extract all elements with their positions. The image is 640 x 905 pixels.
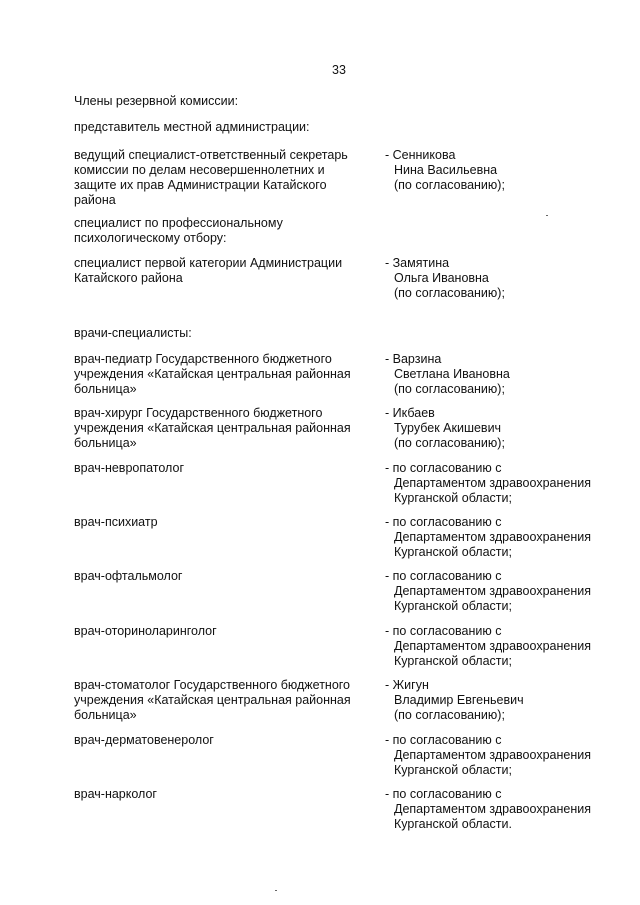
member-role: врач-дерматовенеролог xyxy=(74,733,214,747)
member-department-line: Департаментом здравоохранения xyxy=(394,530,591,544)
member-person xyxy=(385,461,615,506)
member-person xyxy=(385,352,615,397)
member-name-line: Светлана Ивановна xyxy=(394,367,510,381)
member-region-line: Курганской области; xyxy=(394,491,512,505)
heading-psych-selection: специалист по профессиональному психологическому отбору: xyxy=(74,216,283,245)
member-region-line: Курганской области; xyxy=(394,545,512,559)
member-department-line: Департаментом здравоохранения xyxy=(394,639,591,653)
member-role: врач-стоматолог Государственного бюджетного учреждения «Катайская центральная районная больница» xyxy=(74,678,351,722)
member-name-line: Нина Васильевна xyxy=(394,163,498,177)
member-agreement-line: - по согласованию с xyxy=(385,461,502,475)
member-person xyxy=(385,569,615,614)
member-name-line: Ольга Ивановна xyxy=(394,271,489,285)
scan-speck xyxy=(546,215,548,216)
member-agreement-line: (по согласованию); xyxy=(394,286,505,300)
heading-doctors: врачи-специалисты: xyxy=(74,326,192,340)
member-person xyxy=(385,406,615,451)
member-agreement-line: - по согласованию с xyxy=(385,787,502,801)
member-department-line: Департаментом здравоохранения xyxy=(394,476,591,490)
member-agreement-line: - по согласованию с xyxy=(385,515,502,529)
member-agreement-line: - по согласованию с xyxy=(385,624,502,638)
member-person xyxy=(385,624,615,669)
member-department-line: Департаментом здравоохранения xyxy=(394,748,591,762)
page-number: 33 xyxy=(332,63,346,77)
member-role: врач-оториноларинголог xyxy=(74,624,217,638)
member-department-line: Департаментом здравоохранения xyxy=(394,584,591,598)
member-name-line: - Икбаев xyxy=(385,406,435,420)
member-region-line: Курганской области. xyxy=(394,817,512,831)
member-person xyxy=(385,733,615,778)
member-role: ведущий специалист-ответственный секретарь комиссии по делам несовершеннолетних и защите их прав Администрации Катайского района xyxy=(74,148,348,207)
member-name-line: - Жигун xyxy=(385,678,429,692)
member-agreement-line: (по согласованию); xyxy=(394,382,505,396)
member-person xyxy=(385,787,615,832)
member-person xyxy=(385,148,615,193)
scan-speck xyxy=(275,890,277,891)
member-agreement-line: - по согласованию с xyxy=(385,733,502,747)
member-role: врач-психиатр xyxy=(74,515,158,529)
member-name-line: - Замятина xyxy=(385,256,450,270)
heading-local-administration: представитель местной администрации: xyxy=(74,120,310,134)
member-person xyxy=(385,256,615,301)
member-name-line: Владимир Евгеньевич xyxy=(394,693,524,707)
member-name-line: - Варзина xyxy=(385,352,442,366)
member-role: врач-нарколог xyxy=(74,787,157,801)
member-name-line: - Сенникова xyxy=(385,148,456,162)
member-region-line: Курганской области; xyxy=(394,599,512,613)
member-role: специалист первой категории Администрации Катайского района xyxy=(74,256,343,285)
member-agreement-line: - по согласованию с xyxy=(385,569,502,583)
member-name-line: Турубек Акишевич xyxy=(394,421,502,435)
member-person xyxy=(385,678,615,723)
heading-reserve-commission: Члены резервной комиссии: xyxy=(74,94,239,108)
member-role: врач-офтальмолог xyxy=(74,569,183,583)
member-department-line: Департаментом здравоохранения xyxy=(394,802,591,816)
member-role: врач-невропатолог xyxy=(74,461,184,475)
member-agreement-line: (по согласованию); xyxy=(394,708,505,722)
member-region-line: Курганской области; xyxy=(394,763,512,777)
member-role: врач-педиатр Государственного бюджетного учреждения «Катайская центральная районная больница» xyxy=(74,352,351,396)
member-role: врач-хирург Государственного бюджетного учреждения «Катайская центральная районная больница» xyxy=(74,406,351,450)
member-region-line: Курганской области; xyxy=(394,654,512,668)
member-agreement-line: (по согласованию); xyxy=(394,436,505,450)
member-person xyxy=(385,515,615,560)
member-agreement-line: (по согласованию); xyxy=(394,178,505,192)
